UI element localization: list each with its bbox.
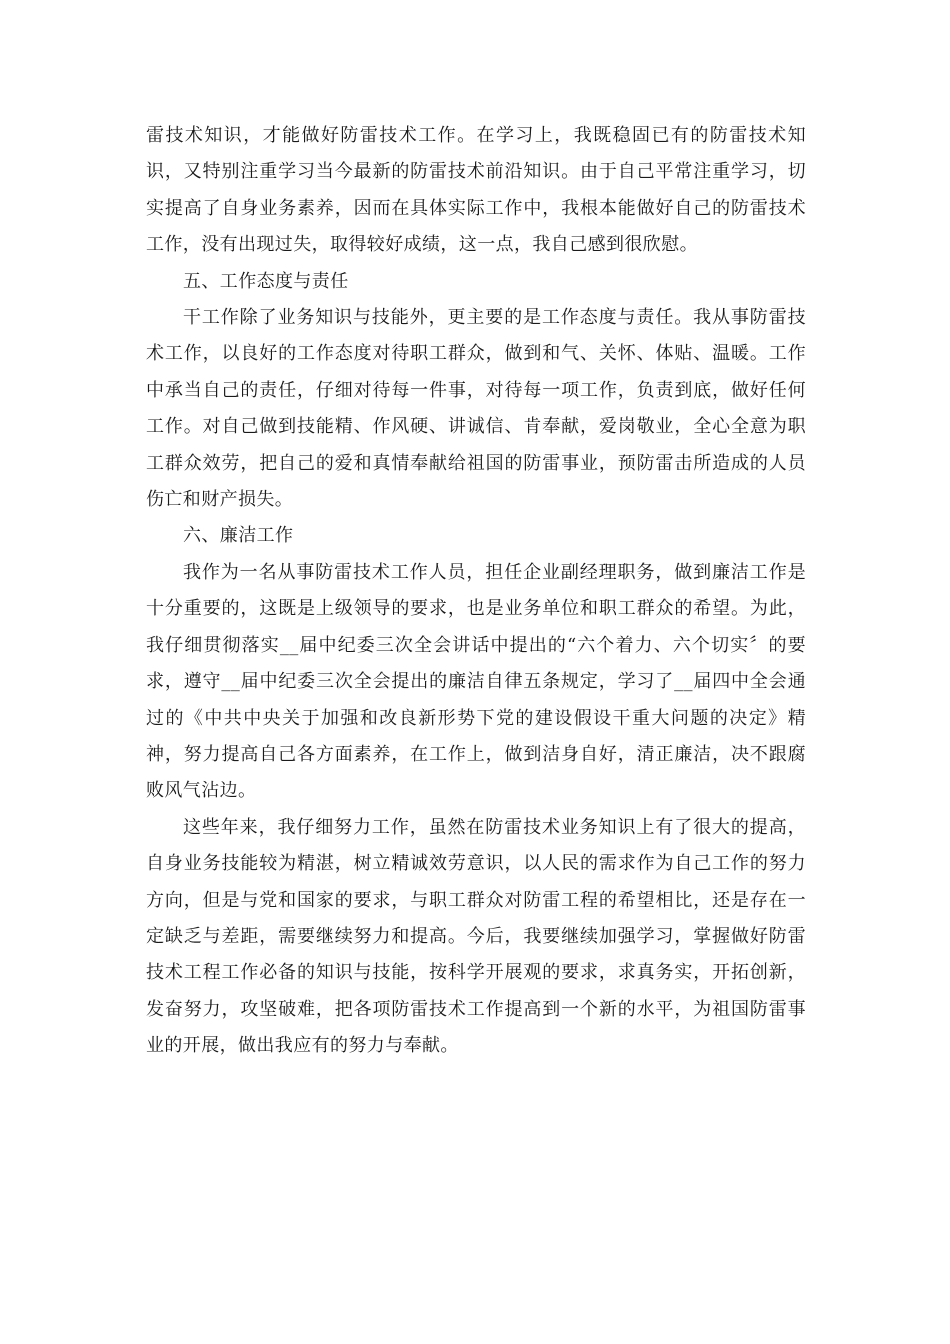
body-paragraph-integrity: 我作为一名从事防雷技术工作人员，担任企业副经理职务，做到廉洁工作是十分重要的，这既是上级领导的要求，也是业务单位和职工群众的希望。为此，我仔细贯彻落实__届中纪委三次全会讲话中提出的“六个着力、六个切实〞的要求，遵守__届中纪委三次全会提出的廉洁自律五条规定，学习了__届四中全会通过的《中共中央关于加强和改良新形势下党的建设假设干重大问题的决定》精神，努力提高自己各方面素养，在工作上，做到洁身自好，清正廉洁，决不跟腐败风气沾边。 <box>146 561 806 802</box>
body-paragraph-work-attitude: 干工作除了业务知识与技能外，更主要的是工作态度与责任。我从事防雷技术工作，以良好的工作态度对待职工群众，做到和气、关怀、体贴、温暖。工作中承当自己的责任，仔细对待每一件事，对待每一项工作，负责到底，做好任何工作。对自己做到技能精、作风硬、讲诚信、肯奉献，爱岗敬业，全心全意为职工群众效劳，把自己的爱和真情奉献给祖国的防雷事业，预防雷击所造成的人员伤亡和财产损失。 <box>146 307 806 511</box>
section-heading-work-attitude: 五、工作态度与责任 <box>183 270 349 292</box>
document-page <box>146 118 806 1065</box>
section-heading-integrity: 六、廉洁工作 <box>183 525 294 547</box>
body-paragraph-conclusion: 这些年来，我仔细努力工作，虽然在防雷技术业务知识上有了很大的提高，自身业务技能较为精湛，树立精诚效劳意识，以人民的需求作为自己工作的努力方向，但是与党和国家的要求，与职工群众对防雷工程的希望相比，还是存在一定缺乏与差距，需要继续努力和提高。今后，我要继续加强学习，掌握做好防雷技术工程工作必备的知识与技能，按科学开展观的要求，求真务实，开拓创新，发奋努力，攻坚破难，把各项防雷技术工作提高到一个新的水平，为祖国防雷事业的开展，做出我应有的努力与奉献。 <box>146 816 806 1057</box>
body-paragraph-continued: 雷技术知识，才能做好防雷技术工作。在学习上，我既稳固已有的防雷技术知识，又特别注重学习当今最新的防雷技术前沿知识。由于自己平常注重学习，切实提高了自身业务素养，因而在具体实际工作中，我根本能做好自己的防雷技术工作，没有出现过失，取得较好成绩，这一点，我自己感到很欣慰。 <box>146 125 806 256</box>
